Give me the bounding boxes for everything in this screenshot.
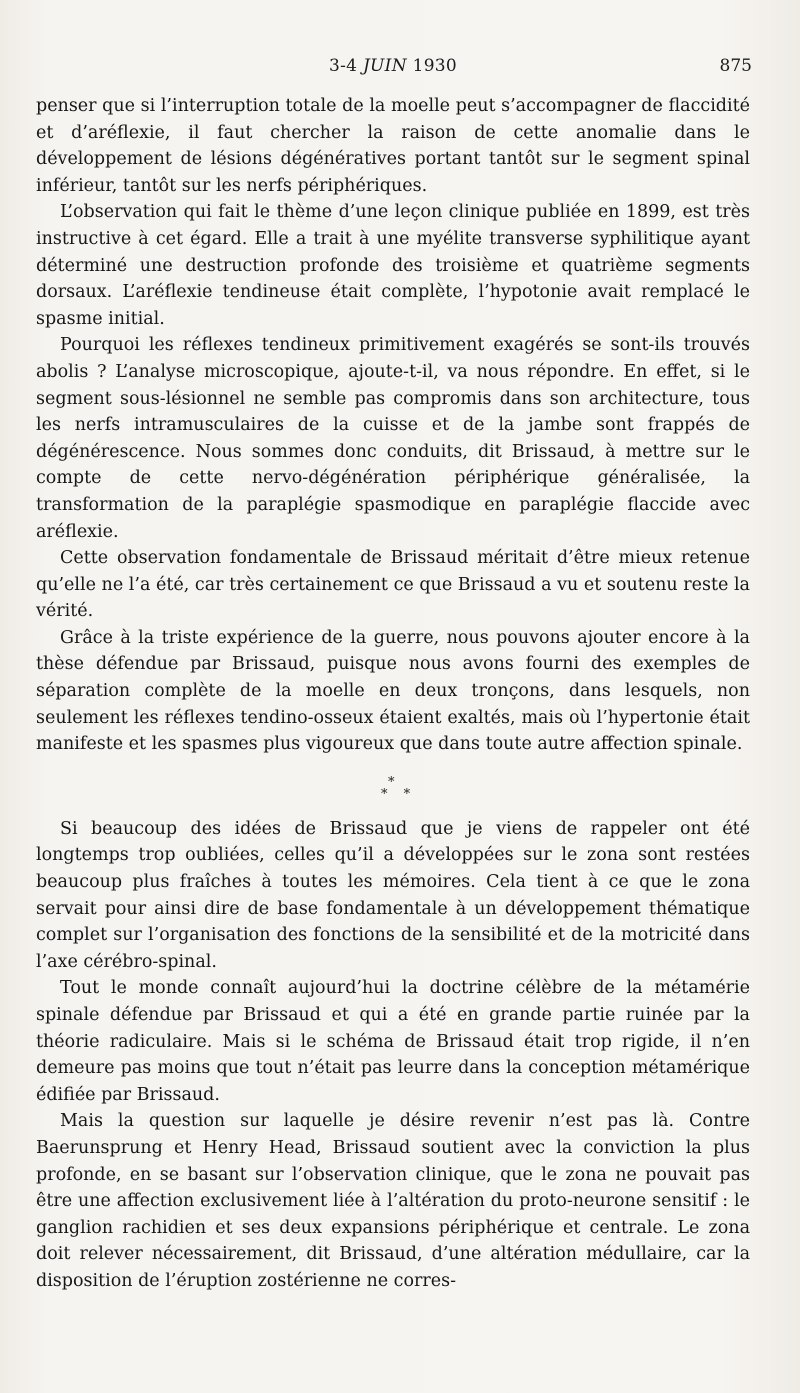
- paragraph-2: L’observation qui fait le thème d’une leçon clinique publiée en 1899, est très instructive à cet égard. Elle a trait à une myélite transverse syphilitique ayant déterminé une destruction profonde des troisième et quatrième segments dorsaux. L’aréflexie tendineuse était complète, l’hypotonie avait remplacé le spasme initial.: [36, 202, 750, 329]
- body-text: [36, 93, 750, 1295]
- separator-star-top: *: [388, 774, 395, 790]
- paragraph-7: Tout le monde connaît aujourd’hui la doctrine célèbre de la métamérie spinale défendue par Brissaud et qui a été en grande partie ruinée par la théorie radiculaire. Mais si le schéma de Brissaud était trop rigide, il n’en demeure pas moins que tout n’était pas leurre dans la conception métamérique édifiée par Brissaud.: [36, 978, 750, 1105]
- section-separator: [36, 758, 750, 816]
- paragraph-1: penser que si l’interruption totale de la moelle peut s’accompagner de flaccidité et d’aréflexie, il faut chercher la raison de cette anomalie dans le développement de lésions dégénératives portant tantôt sur le segment spinal inférieur, tantôt sur les nerfs périphériques.: [36, 96, 750, 196]
- running-head: [34, 54, 752, 84]
- paragraph-8: Mais la question sur laquelle je désire revenir n’est pas là. Contre Baerunsprung et Henry Head, Brissaud soutient avec la conviction la plus profonde, en se basant sur l’observation clinique, que le zona ne pouvait pas être une affection exclusivement liée à l’altération du proto-neurone sensitif : le ganglion rachidien et ses deux expansions périphérique et centrale. Le zona doit relever nécessairement, dit Brissaud, d’une altération médullaire, car la disposition de l’éruption zostérienne ne corres-: [36, 1111, 750, 1291]
- header-date-day: 3-4: [328, 56, 363, 76]
- separator-stars-bottom: * *: [381, 786, 417, 802]
- paragraph-4: Cette observation fondamentale de Brissaud méritait d’être mieux retenue qu’elle ne l’a été, car très certainement ce que Brissaud a vu et soutenu reste la vérité.: [36, 548, 750, 622]
- header-date-month: JUIN: [362, 56, 407, 76]
- paragraph-5: Grâce à la triste expérience de la guerre, nous pouvons ajouter encore à la thèse défendue par Brissaud, puisque nous avons fourni des exemples de séparation complète de la moelle en deux tronçons, dans lesquels, non seulement les réflexes tendino-osseux étaient exaltés, mais où l’hypertonie était manifeste et les spasmes plus vigoureux que dans toute autre affection spinale.: [36, 627, 750, 755]
- header-date-year: 1930: [406, 56, 458, 76]
- paragraph-6: Si beaucoup des idées de Brissaud que je viens de rappeler ont été longtemps trop oubliées, celles qu’il a développées sur le zona sont restées beaucoup plus fraîches à toutes les mémoires. Cela tient à ce que le zona servait pour ainsi dire de base fondamentale à un développement thématique complet sur l’organisation des fonctions de la sensibilité et de la motricité dans l’axe cérébro-spinal.: [36, 818, 750, 972]
- paragraph-3: Pourquoi les réflexes tendineux primitivement exagérés se sont-ils trouvés abolis ? L’analyse microscopique, ajoute-t-il, va nous répondre. En effet, si le segment sous-lésionnel ne semble pas compromis dans son architecture, tous les nerfs intramusculaires de la cuisse et de la jambe sont frappés de dégénérescence. Nous sommes donc conduits, dit Brissaud, à mettre sur le compte de cette nervo-dégénération périphérique généralisée, la transformation de la paraplégie spasmodique en paraplégie flaccide avec aréflexie.: [36, 335, 750, 542]
- header-date: [34, 56, 752, 76]
- page-number: 875: [719, 56, 752, 76]
